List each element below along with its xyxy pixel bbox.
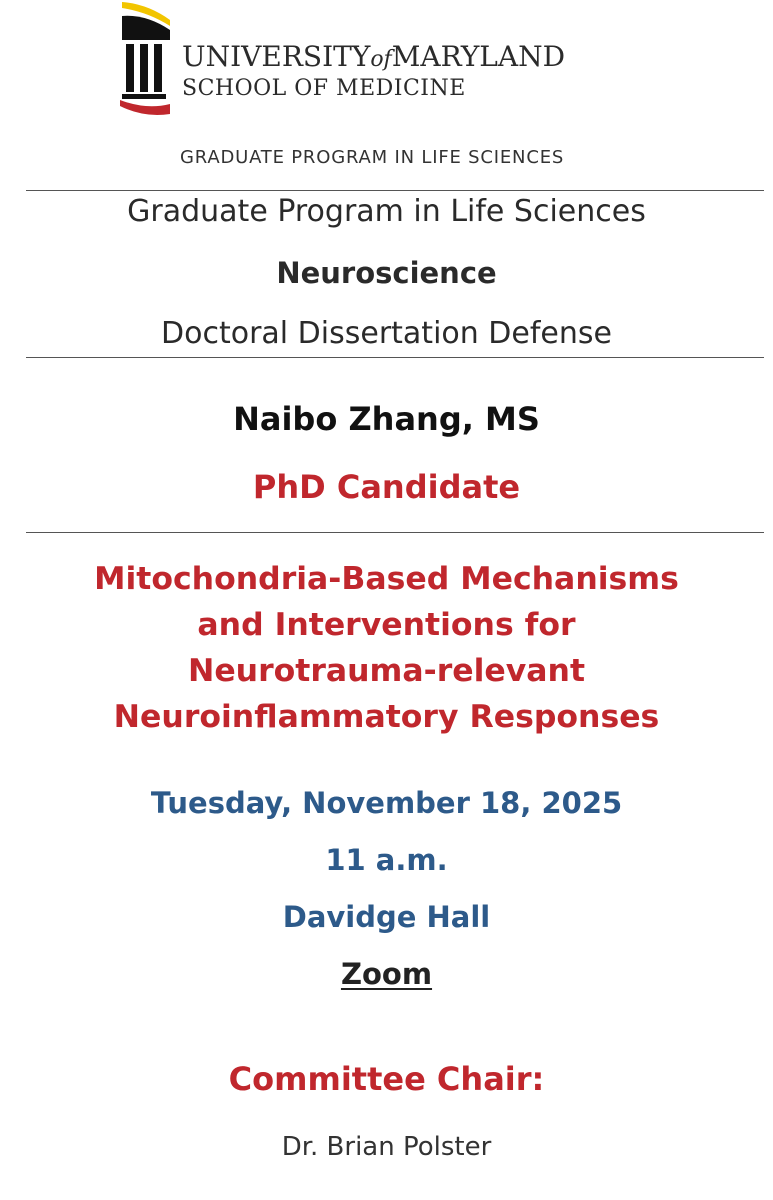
committee-chair-label: Committee Chair:: [228, 1060, 545, 1098]
zoom-link[interactable]: Zoom: [340, 957, 433, 991]
dome-columns-logo-icon: [118, 0, 174, 120]
logo-school-name: SCHOOL OF MEDICINE: [182, 76, 466, 101]
dissertation-title: [0, 556, 773, 740]
university-logo: [118, 0, 588, 120]
program-name: Graduate Program in Life Sciences: [127, 194, 646, 229]
zoom-link-container: [0, 957, 773, 991]
dissertation-title-line: Mitochondria-Based Mechanisms: [94, 561, 679, 597]
logo-university-name: UNIVERSITYofMARYLAND: [182, 40, 566, 73]
dissertation-title-line: and Interventions for: [197, 607, 576, 643]
event-type: Doctoral Dissertation Defense: [161, 316, 612, 351]
dissertation-title-line: Neurotrauma-relevant: [187, 653, 586, 689]
program-caption: GRADUATE PROGRAM IN LIFE SCIENCES: [180, 147, 565, 168]
divider-1: [26, 190, 764, 191]
candidate-name: Naibo Zhang, MS: [233, 400, 540, 438]
divider-2: [26, 357, 764, 358]
candidate-role: PhD Candidate: [252, 468, 521, 506]
department-name: Neuroscience: [276, 256, 497, 290]
divider-3: [26, 532, 764, 533]
dissertation-title-line: Neuroinflammatory Responses: [113, 699, 660, 735]
event-time: 11 a.m.: [325, 843, 448, 877]
event-location: Davidge Hall: [282, 900, 491, 934]
event-date: Tuesday, November 18, 2025: [150, 786, 623, 820]
committee-chair-name: Dr. Brian Polster: [281, 1132, 492, 1162]
